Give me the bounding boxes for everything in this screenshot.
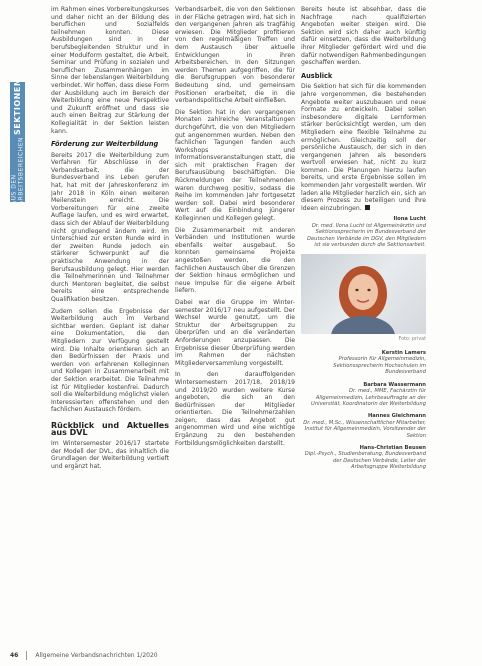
- text-column-2: [175, 6, 295, 638]
- section-tab-sub: AUS DEN ARBEITSBEREICHEN: [10, 136, 25, 206]
- author-role: Dr. med. Ilona Lucht ist Allgemeinärztin und Sektionssprecherin im Bundesverband der Deutschen Verbände im DGV, den Mitgliedern ist sie verbunden durch die Sektionsarbeit.: [307, 222, 426, 249]
- author-name: Barbara Wassermann: [363, 381, 426, 388]
- author-name: Hans-Christian Beusen: [359, 444, 426, 451]
- author-box-4: [301, 413, 426, 439]
- end-mark-icon: [365, 205, 370, 210]
- author-photo: [301, 254, 426, 334]
- author-box-3: [301, 382, 426, 408]
- portrait-icon: [301, 254, 426, 334]
- section-tab-label: SEKTIONEN: [13, 78, 22, 135]
- author-role: Professorin für Allgemeinmedizin, Sektionssprecherin Hochschulen im Bundesverband: [333, 356, 426, 376]
- text-column-3: [301, 6, 426, 638]
- author-name: Kerstin Lamers: [381, 350, 426, 357]
- paragraph: Bereits heute ist absehbar, dass die Nachfrage nach qualifizierten Angeboten weiter steigen wird. Die Sektion wird sich daher auch künftig dafür einsetzen, dass die Weiterbildung ihrer Mitglieder gefördert wird und die dafür notwendigen Rahmenbedingungen geschaffen werden.: [301, 6, 426, 67]
- paragraph: [301, 83, 426, 212]
- author-name: Ilona Lucht: [393, 216, 426, 223]
- paragraph-text: Die Sektion hat sich für die kommenden Jahre vorgenommen, die bestehenden Angebote weiter auszubauen und neue Formate zu entwickeln. Dabei sollen insbesondere digitale Lernformen stärker berücksichtigt werden, um den Mitgliedern eine flexible Teilnahme zu ermöglichen. Gleichzeitig soll der persönliche Austausch, der sich in den vergangenen Jahren als besonders wertvoll erwiesen hat, nicht zu kurz kommen. Die Planungen hierzu laufen bereits, und erste Ergebnisse sollen im kommenden Jahr vorgestellt werden. Wir laden alle Mitglieder herzlich ein, sich an diesem Prozess zu beteiligen und ihre Ideen einzubringen.: [301, 83, 426, 212]
- author-role: Dipl.-Psych., Studienberatung, Bundesverband der Deutschen Verbände, Leiter der Arbeitsgruppe Weiterbildung: [304, 451, 426, 471]
- footer-divider: [26, 651, 27, 660]
- subheading: Ausblick: [301, 71, 333, 80]
- photo-caption: Foto: privat: [398, 337, 426, 343]
- paragraph: Die Sektion hat in den vergangenen Monaten zahlreiche Veranstaltungen durchgeführt, die von den Mitgliedern gut angenommen wurden. Neben den fachlichen Tagungen fanden auch Workshops und Informationsveranstaltungen statt, die sich mit praktischen Fragen der Berufsausübung beschäftigten. Die Rückmeldungen der Teilnehmenden waren durchweg positiv, sodass die Reihe im kommenden Jahr fortgesetzt werden soll. Dabei wird besonderer Wert auf die Einbindung jüngerer Kolleginnen und Kollegen gelegt.: [175, 108, 295, 223]
- author-name: Hannes Gleichmann: [367, 413, 426, 420]
- subheading: Förderung zur Weiterbildung: [51, 140, 159, 149]
- paragraph: Im Wintersemester 2016/17 startete der Modell der DVL, das inhaltlich die Grundlagen der Weiterbildung vertieft und ergänzt hat.: [51, 440, 169, 470]
- text-column-1: [51, 6, 169, 636]
- author-box-2: [301, 350, 426, 376]
- section-tab: [10, 78, 25, 206]
- section-heading: Rückblick und Aktuelles aus DVL: [51, 420, 169, 438]
- paragraph: Die Zusammenarbeit mit anderen Verbänden und Institutionen wurde ebenfalls weiter ausgebaut. So konnten gemeinsame Projekte angestoßen werden, die den fachlichen Austausch über die Grenzen der Sektion hinaus ermöglichen und neue Impulse für die eigene Arbeit liefern.: [175, 226, 295, 295]
- author-role: Dr. med., MME, Fachärztin für Allgemeinmedizin, Lehrbeauftragte an der Universität, Koordinatorin der Weiterbildung: [311, 388, 426, 407]
- paragraph: Zudem sollen die Ergebnisse der Weiterbildung auch im Verband sichtbar werden. Geplant ist daher eine Dokumentation, die den Mitgliedern zur Verfügung gestellt wird. Die Inhalte orientieren sich an den Bedürfnissen der Praxis und werden von erfahrenen Kolleginnen und Kollegen in Zusammenarbeit mit der Sektion erarbeitet. Die Teilnahme ist für Mitglieder kostenfrei. Dadurch soll die Weiterbildung möglichst vielen Interessierten offenstehen und den fachlichen Austausch fördern.: [51, 307, 169, 414]
- paragraph: Dabei war die Gruppe im Winter-semester 2016/17 neu aufgestellt. Der Wechsel wurde genutzt, um die Struktur der Arbeitsgruppen zu überprüfen und an die veränderten Anforderungen anzupassen. Die Ergebnisse dieser Überprüfung werden im Rahmen der nächsten Mitgliederversammlung vorgestellt.: [175, 298, 295, 367]
- author-box-5: [301, 445, 426, 471]
- paragraph: In den darauffolgenden Wintersemestern 2017/18, 2018/19 und 2019/20 wurden weitere Kurse angeboten, die sich an den Bedürfnissen der Mitglieder orientierten. Die Teilnehmerzahlen zeigen, dass das Angebot gut angenommen wird und eine wichtige Ergänzung zu den bestehenden Fortbildungsmöglichkeiten darstellt.: [175, 371, 295, 447]
- paragraph: im Rahmen eines Vorbereitungskurses und daher nicht an der Bildung des beruflichen und Sozialfelds teilnehmen konnten. Diese Ausbildungen sind in der berufsbegleitenden Struktur und in einer Modulform gestaltet, die Arbeit, Seminar und Prüfung in sozialen und beruflichen Zusammenhängen im Sinne der lebenslangen Weiterbildung verbindet. Wir hoffen, dass diese Form der Ausbildung auch im Bereich der Weiterbildung eine neue Perspektive und Zukunft eröffnet und dass sie auch einen Beitrag zur Stärkung der Kollegialität in der Sektion leisten kann.: [51, 6, 169, 135]
- journal-name: Allgemeine Verbandsnachrichten 1/2020: [35, 652, 158, 659]
- page-number: 46: [10, 652, 19, 659]
- paragraph: Verbandsarbeit, die von den Sektionen in der Fläche getragen wird, hat sich in den vergangenen Jahren als tragfähig erwiesen. Die Mitglieder profitieren von den regelmäßigen Treffen und dem Austausch über aktuelle Entwicklungen in ihren Arbeitsbereichen. In den Sitzungen werden Themen aufgegriffen, die für die Berufsgruppen von besonderer Bedeutung sind, und gemeinsam Positionen erarbeitet, die in die verbandspolitische Arbeit einfließen.: [175, 6, 295, 105]
- author-box-1: [301, 216, 426, 248]
- paragraph: Bereits 2017 die Weiterbildung zum Verfahren für Abschlüsse in der Verbandsarbeit, die der Bundesverband ins Leben gerufen hat, hat mit der Jahreskonferenz im Jahr 2018 in Köln einen weiteren Meilenstein erreicht. Die Vorbereitungen für eine zweite Auflage laufen, und es wird erwartet, dass sich der Ablauf der Weiterbildung nicht grundlegend ändern wird. Im Unterschied zur ersten Runde wird in der zweiten Runde jedoch ein stärkerer Schwerpunkt auf die praktische Anwendung in der Berufsausbildung gelegt. Hier werden die Teilnehmerinnen und Teilnehmer durch Mentoren begleitet, die selbst bereits eine entsprechende Qualifikation besitzen.: [51, 151, 169, 303]
- author-role: Dr. med., M.Sc., Wissenschaftlicher Mitarbeiter, Institut für Allgemeinmedizin, Vorsitzender der Sektion: [303, 419, 426, 439]
- page-footer: [10, 651, 158, 660]
